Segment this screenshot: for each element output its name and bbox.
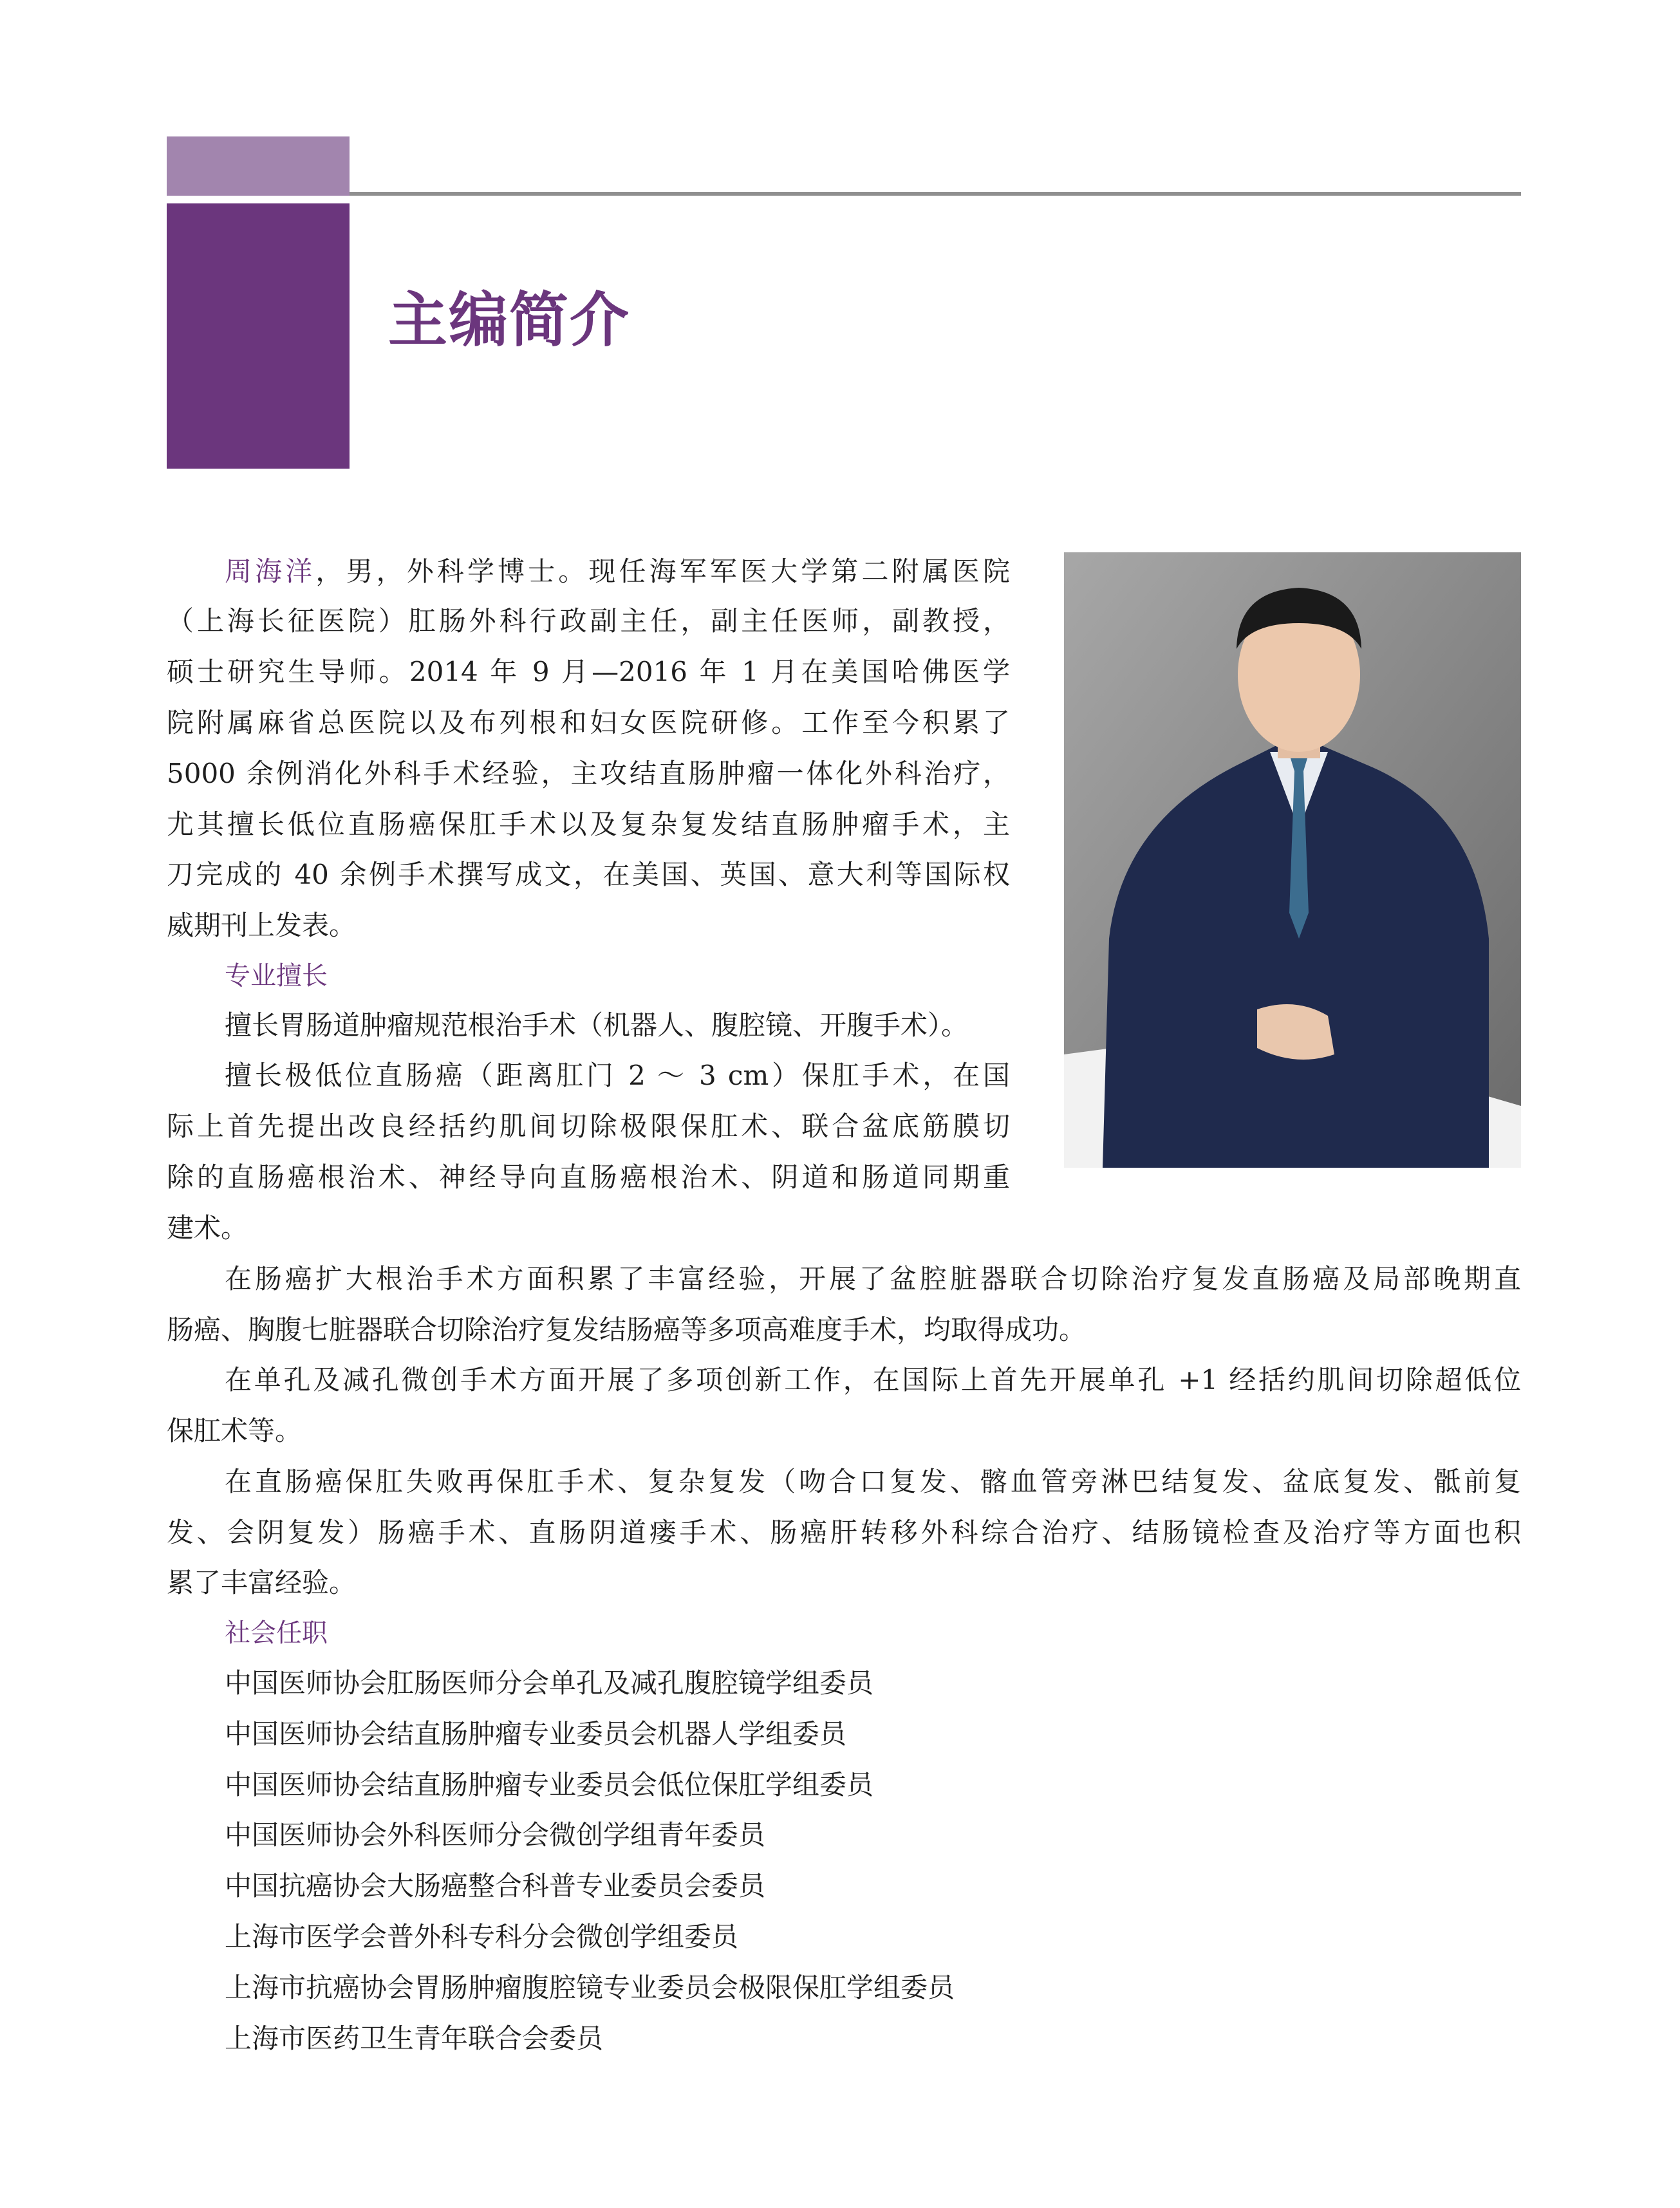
- bio-paragraph-line: 周海洋，男，外科学博士。现任海军军医大学第二附属医院: [225, 556, 1010, 587]
- position-item: 上海市医药卫生青年联合会委员: [225, 2023, 604, 2054]
- bio-paragraph-line: 威期刊上发表。: [167, 910, 357, 941]
- expertise-paragraph-line: 在肠癌扩大根治手术方面积累了丰富经验，开展了盆腔脏器联合切除治疗复发直肠癌及局部晚期直: [225, 1263, 1521, 1295]
- expertise-paragraph-line: 在直肠癌保肛失败再保肛手术、复杂复发（吻合口复发、髂血管旁淋巴结复发、盆底复发、骶前复: [225, 1466, 1521, 1497]
- bio-paragraph-line: 刀完成的 40 余例手术撰写成文，在美国、英国、意大利等国际权: [167, 859, 1010, 890]
- expertise-paragraph-line: 保肛术等。: [167, 1415, 303, 1446]
- position-item: 中国医师协会结直肠肿瘤专业委员会机器人学组委员: [225, 1718, 847, 1750]
- expertise-paragraph-line: 发、会阴复发）肠癌手术、直肠阴道瘘手术、肠癌肝转移外科综合治疗、结肠镜检查及治疗等方面也积: [167, 1517, 1521, 1548]
- header-accent-light-block: [167, 136, 350, 196]
- expertise-paragraph-line: 建术。: [167, 1212, 248, 1244]
- position-item: 上海市医学会普外科专科分会微创学组委员: [225, 1921, 739, 1952]
- expertise-paragraph-line: 肠癌、胸腹七脏器联合切除治疗复发结肠癌等多项高难度手术，均取得成功。: [167, 1314, 1087, 1345]
- expertise-paragraph-line: 在单孔及减孔微创手术方面开展了多项创新工作，在国际上首先开展单孔 +1 经括约肌间切除超低位: [225, 1364, 1521, 1396]
- bio-paragraph-line: 院附属麻省总医院以及布列根和妇女医院研修。工作至今积累了: [167, 707, 1010, 738]
- position-item: 中国医师协会肛肠医师分会单孔及减孔腹腔镜学组委员: [225, 1667, 874, 1699]
- position-item: 中国医师协会外科医师分会微创学组青年委员: [225, 1819, 766, 1851]
- expertise-paragraph-line: 擅长极低位直肠癌（距离肛门 2 ～ 3 cm）保肛手术，在国: [225, 1060, 1010, 1091]
- expertise-paragraph-line: 累了丰富经验。: [167, 1567, 357, 1598]
- section-heading-social-positions: 社会任职: [225, 1618, 328, 1648]
- bio-paragraph-line: 5000 余例消化外科手术经验，主攻结直肠肿瘤一体化外科治疗，: [167, 758, 1010, 789]
- author-portrait-photo: [1064, 552, 1521, 1168]
- header-accent-dark-block: [167, 203, 350, 469]
- expertise-paragraph: 擅长胃肠道肿瘤规范根治手术（机器人、腹腔镜、开腹手术）。: [225, 1009, 969, 1041]
- position-item: 中国抗癌协会大肠癌整合科普专业委员会委员: [225, 1870, 766, 1902]
- bio-paragraph-line: 尤其擅长低位直肠癌保肛手术以及复杂复发结直肠肿瘤手术，主: [167, 809, 1010, 840]
- position-item: 上海市抗癌协会胃肠肿瘤腹腔镜专业委员会极限保肛学组委员: [225, 1972, 955, 2003]
- bio-paragraph-line: （上海长征医院）肛肠外科行政副主任，副主任医师，副教授，: [167, 605, 1010, 637]
- expertise-paragraph-line: 际上首先提出改良经括约肌间切除极限保肛术、联合盆底筋膜切: [167, 1110, 1010, 1142]
- page-title: 主编简介: [388, 286, 631, 355]
- section-heading-expertise: 专业擅长: [225, 961, 328, 991]
- bio-paragraph-line: 硕士研究生导师。2014 年 9 月—2016 年 1 月在美国哈佛医学: [167, 656, 1010, 688]
- expertise-paragraph-line: 除的直肠癌根治术、神经导向直肠癌根治术、阴道和肠道同期重: [167, 1161, 1010, 1193]
- header-rule: [350, 192, 1521, 196]
- author-name: 周海洋: [225, 556, 316, 587]
- position-item: 中国医师协会结直肠肿瘤专业委员会低位保肛学组委员: [225, 1769, 874, 1801]
